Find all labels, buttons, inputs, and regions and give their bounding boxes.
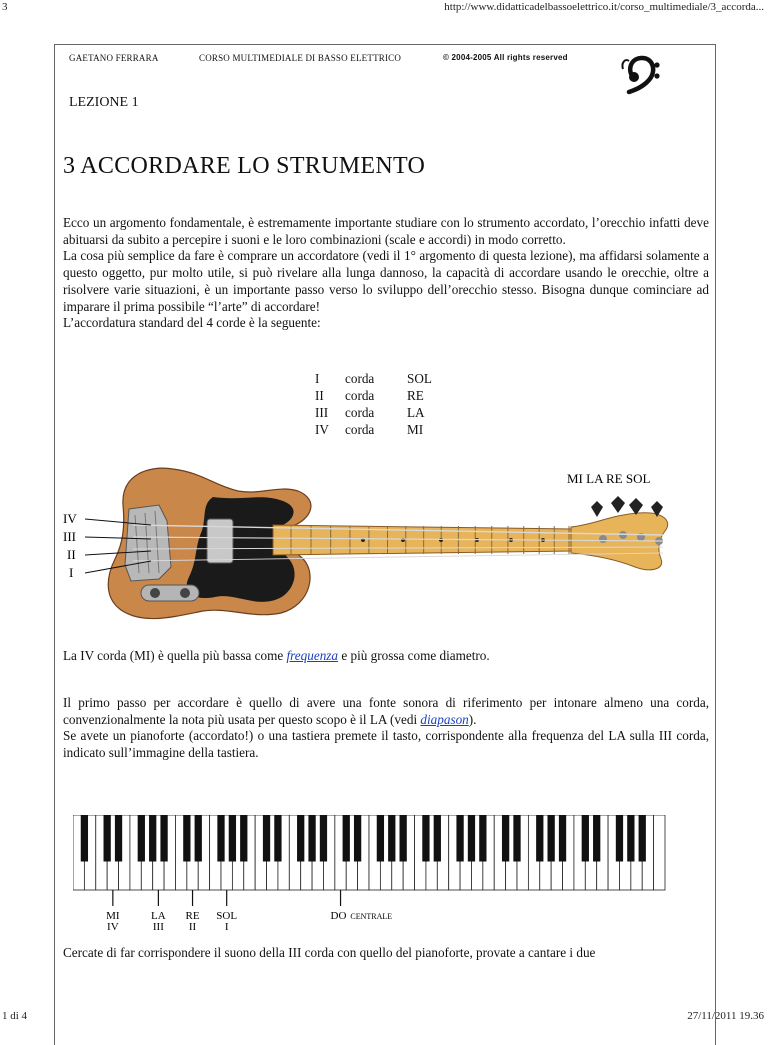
print-url: http://www.didatticadelbassoelettrico.it/corso_multimediale/3_accorda... <box>444 1 764 13</box>
piano-black-key <box>434 815 441 862</box>
middle-c-suffix: CENTRALE <box>350 912 393 921</box>
author: GAETANO FERRARA <box>69 53 159 63</box>
piano-black-key <box>263 815 270 862</box>
intro-paragraph-2: La cosa più semplice da fare è comprare un accordatore (vedi il 1° argomento di questa lezione), ma affidarsi solamente a questo oggetto, pur molto utile, si può rivelare alla lunga dannoso, la capacità di accordare usando le orecchie, oltre a risolvere varie situazioni, è un importante passo verso lo sviluppo dell’orecchio stesso. Bisogna dunque cominciare ad imparare il prima possibile “l’arte” di accordare! <box>63 248 709 314</box>
piano-black-key <box>616 815 623 862</box>
tuning-num: III <box>315 405 329 420</box>
ref-text-3: Se avete un pianoforte (accordato!) o una tastiera premete il tasto, corrispondente alla frequenza del LA sulla III corda, indicato sull’immagine della tastiera. <box>63 728 709 761</box>
bass-guitar-image <box>63 455 703 630</box>
bass-label-ii: II <box>67 547 76 562</box>
piano-black-key <box>582 815 589 862</box>
piano-black-key <box>548 815 555 862</box>
middle-c-note: DO <box>330 910 347 922</box>
copyright: © 2004-2005 All rights reserved <box>443 53 568 62</box>
bass-clef-logo-icon <box>617 49 665 97</box>
piano-black-key <box>559 815 566 862</box>
piano-white-key <box>654 815 665 890</box>
iv-text-before: La IV corda (MI) è quella più bassa come <box>63 648 287 663</box>
piano-black-key <box>536 815 543 862</box>
piano-keyboard-image <box>73 815 673 945</box>
middle-c-label <box>331 910 393 922</box>
page-title: 3 ACCORDARE LO STRUMENTO <box>63 153 426 179</box>
iv-text-after: e più grossa come diametro. <box>338 648 490 663</box>
piano-note-label: MI <box>106 910 120 922</box>
piano-string-label: I <box>224 921 229 933</box>
tuning-note: LA <box>407 405 425 420</box>
tuning-word: corda <box>345 371 375 386</box>
piano-black-key <box>274 815 281 862</box>
piano-black-key <box>217 815 224 862</box>
bass-label-i: I <box>69 565 74 580</box>
ref-text-2: ). <box>468 711 477 727</box>
piano-black-key <box>115 815 122 862</box>
piano-black-key <box>400 815 407 862</box>
tuning-row <box>315 387 432 404</box>
headstock-label: MI LA RE SOL <box>567 471 651 486</box>
piano-black-key <box>229 815 236 862</box>
tuning-num: IV <box>315 422 329 437</box>
tuning-row <box>315 370 432 387</box>
piano-black-key <box>422 815 429 862</box>
document-frame <box>54 44 716 1045</box>
intro-paragraph-3: L’accordatura standard del 4 corde è la seguente: <box>63 315 321 331</box>
piano-black-key <box>81 815 88 862</box>
print-page-count: 1 di 4 <box>2 1010 28 1022</box>
tuning-note: SOL <box>407 371 432 386</box>
piano-black-key <box>183 815 190 862</box>
lesson-label: LEZIONE 1 <box>69 95 139 110</box>
fret-dot <box>439 538 443 542</box>
print-datetime: 27/11/2011 19.36 <box>687 1010 764 1022</box>
piano-black-key <box>195 815 202 862</box>
paragraph-end: Cercate di far corrispondere il suono della III corda con quello del pianoforte, provate a cantare i due <box>63 945 596 960</box>
tuning-row <box>315 404 432 421</box>
piano-black-key <box>627 815 634 862</box>
intro-paragraph-1: Ecco un argomento fondamentale, è estremamente importante studiare con lo strumento accordato, l’orecchio infatti deve abituarsi da subito a percepire i suoni e le loro combinazioni (scale e accordi) in modo corretto. <box>63 215 709 247</box>
piano-black-key <box>513 815 520 862</box>
paragraph-iv-string <box>63 648 709 665</box>
piano-black-key <box>308 815 315 862</box>
piano-note-label: LA <box>151 910 166 922</box>
ref-text-1: Il primo passo per accordare è quello di avere una fonte sonora di riferimento per intonare almeno una corda, convenzionalmente la nota più usata per questo scopo è il LA (vedi <box>63 695 709 727</box>
tuning-word: corda <box>345 388 375 403</box>
print-header <box>2 0 764 16</box>
tuning-word: corda <box>345 405 375 420</box>
piano-black-key <box>593 815 600 862</box>
tuning-row <box>315 421 432 438</box>
piano-black-key <box>354 815 361 862</box>
piano-black-key <box>388 815 395 862</box>
paragraph-reference <box>63 695 709 762</box>
bass-label-iv: IV <box>63 511 77 526</box>
course-name: CORSO MULTIMEDIALE DI BASSO ELETTRICO <box>199 53 402 63</box>
diapason-link[interactable]: diapason <box>420 711 469 727</box>
piano-note-label: RE <box>185 910 200 922</box>
piano-black-key <box>160 815 167 862</box>
piano-black-key <box>456 815 463 862</box>
tuning-table <box>315 370 432 438</box>
piano-black-key <box>138 815 145 862</box>
piano-note-label: SOL <box>216 910 238 922</box>
piano-black-key <box>149 815 156 862</box>
tuning-num: I <box>315 371 320 386</box>
pickup <box>207 519 233 563</box>
control-plate <box>141 585 199 601</box>
frequenza-link[interactable]: frequenza <box>286 648 339 663</box>
piano-black-key <box>240 815 247 862</box>
tuning-note: RE <box>407 388 424 403</box>
tuning-word: corda <box>345 422 375 437</box>
bass-label-iii: III <box>63 529 76 544</box>
piano-black-key <box>502 815 509 862</box>
piano-string-label: IV <box>107 921 119 933</box>
piano-black-key <box>343 815 350 862</box>
piano-black-key <box>468 815 475 862</box>
piano-black-key <box>639 815 646 862</box>
bridge-cover <box>125 505 171 581</box>
piano-black-key <box>297 815 304 862</box>
piano-black-key <box>104 815 111 862</box>
piano-string-label: III <box>152 921 164 933</box>
intro-text <box>63 215 709 332</box>
piano-black-key <box>320 815 327 862</box>
print-page-label: 3 <box>2 1 8 13</box>
piano-black-key <box>479 815 486 862</box>
piano-black-key <box>377 815 384 862</box>
piano-string-label: II <box>188 921 197 933</box>
tuning-num: II <box>315 388 324 403</box>
tuning-note: MI <box>407 422 424 437</box>
